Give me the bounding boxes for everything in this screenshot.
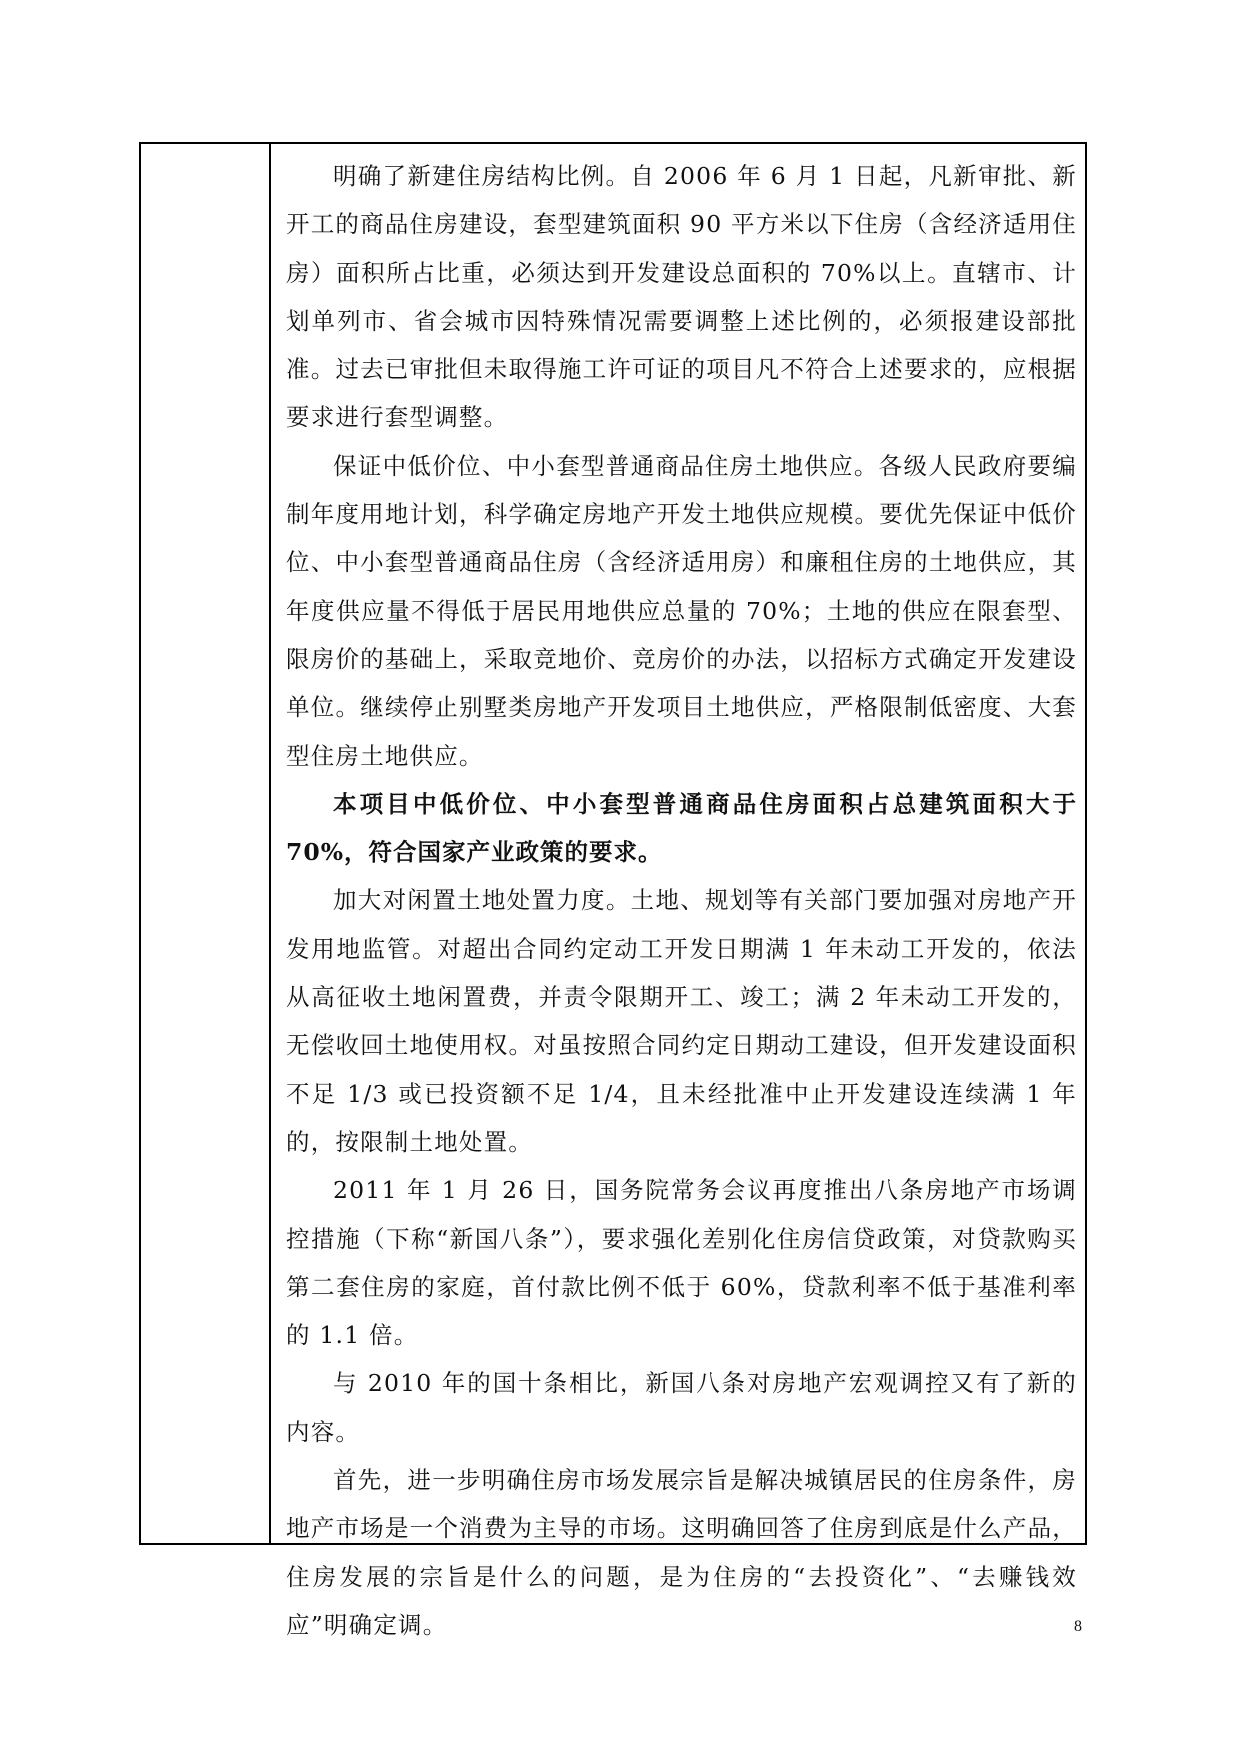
page-number: 8 <box>1074 1618 1082 1635</box>
paragraph-idle-land-disposal: 加大对闲置土地处置力度。土地、规划等有关部门要加强对房地产开发用地监管。对超出合同约定动工开发日期满 1 年未动工开发的，依法从高征收土地闲置费，并责令限期开工、竣工；满 2 年未动工开发的，无偿收回土地使用权。对虽按照合同约定日期动工建设，但开发建设面积不足 1/3 或已投资额不足 1/4，且未经批准中止开发建设连续满 1 年的，按限制土地处置。 <box>286 886 1077 1156</box>
table-label-cell <box>141 144 271 1543</box>
paragraph-land-supply-guarantee: 保证中低价位、中小套型普通商品住房土地供应。各级人民政府要编制年度用地计划，科学确定房地产开发土地供应规模。要优先保证中低价位、中小套型普通商品住房（含经济适用房）和廉租住房的土地供应，其年度供应量不得低于居民用地供应总量的 70%；土地的供应在限套型、限房价的基础上，采取竞地价、竞房价的办法，以招标方式确定开发建设单位。继续停止别墅类房地产开发项目土地供应，严格限制低密度、大套型住房土地供应。 <box>286 451 1077 770</box>
table-content-cell <box>271 144 1085 1639</box>
paragraph-project-compliance: 本项目中低价位、中小套型普通商品住房面积占总建筑面积大于 70%，符合国家产业政策的要求。 <box>286 789 1077 867</box>
paragraph-comparison-ten-measures: 与 2010 年的国十条相比，新国八条对房地产宏观调控又有了新的内容。 <box>286 1369 1077 1446</box>
paragraph-housing-structure-ratio: 明确了新建住房结构比例。自 2006 年 6 月 1 日起，凡新审批、新开工的商品住房建设，套型建筑面积 90 平方米以下住房（含经济适用住房）面积所占比重，必须达到开发建设总面积的 70%以上。直辖市、计划单列市、省会城市因特殊情况需要调整上述比例的，必须报建设部批准。过去已审批但未取得施工许可证的项目凡不符合上述要求的，应根据要求进行套型调整。 <box>286 162 1077 432</box>
paragraph-market-purpose: 首先，进一步明确住房市场发展宗旨是解决城镇居民的住房条件，房地产市场是一个消费为主导的市场。这明确回答了住房到底是什么产品，住房发展的宗旨是什么的问题，是为住房的“去投资化”、“去赚钱效应”明确定调。 <box>286 1466 1077 1639</box>
content-table <box>139 142 1087 1639</box>
paragraph-new-eight-measures: 2011 年 1 月 26 日，国务院常务会议再度推出八条房地产市场调控措施（下称“新国八条”），要求强化差别化住房信贷政策，对贷款购买第二套住房的家庭，首付款比例不低于 60%，贷款利率不低于基准利率的 1.1 倍。 <box>286 1176 1077 1350</box>
